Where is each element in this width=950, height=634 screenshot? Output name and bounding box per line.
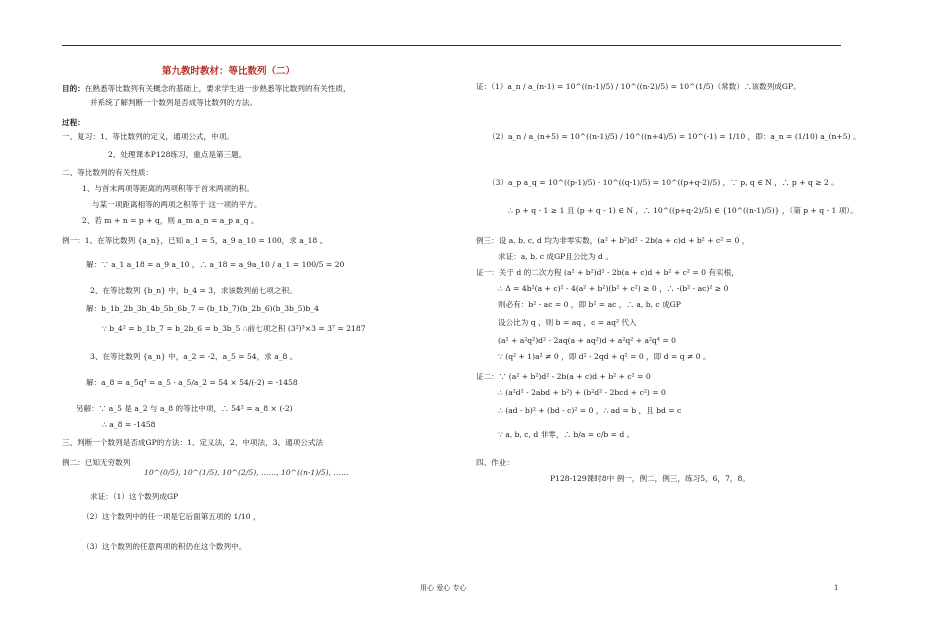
section-1: 一、复习：1、等比数列的定义，通项公式，中项。 <box>62 132 234 141</box>
section-1b: 2、处理课本P128练习，重点是第三题。 <box>108 150 247 159</box>
proof-3b: ∴ p + q - 1 ≥ 1 且 (p + q - 1) ∈ N ，∴ 10^((p+q-2)/5) ∈ {10^((n-1)/5)} ，（第 p + q - 1 项）。 <box>508 206 858 215</box>
proof-2: （2）a_n / a_(n+5) = 10^((n-1)/5) / 10^((n+4)/5) = 10^(-1) = 1/10 ，即：a_n = (1/10) a_(n+5) 。 <box>488 132 861 141</box>
property-1b: 与某一项距离相等的两项之积等于 这一项的平方。 <box>92 200 262 209</box>
example-2-q2: （2）这个数列中的任一项是它后面第五项的 1/10 ， <box>82 512 261 521</box>
example-1-1: 例一：1、在等比数列 {a_n}，已知 a_1 = 5，a_9 a_10 = 100，求 a_18 。 <box>62 236 328 245</box>
example-1-3: 3、在等比数列 {a_n} 中，a_2 = -2，a_5 = 54，求 a_8 。 <box>90 352 298 361</box>
process-label: 过程： <box>62 118 85 127</box>
goal-label: 目的： <box>62 84 85 93</box>
section-3: 三、判断一个数列是否成GP的方法：1、定义法，2、中项法，3、通项公式法 <box>62 438 324 447</box>
section-2: 二、等比数列的有关性质： <box>62 168 154 177</box>
header-rule <box>62 45 841 46</box>
example-1-2: 2、在等比数列 {b_n} 中，b_4 = 3，求该数列前七项之积。 <box>90 286 297 295</box>
proof-1: 证：（1）a_n / a_(n-1) = 10^((n-1)/5) / 10^((n-2)/5) = 10^(1/5)（常数）∴该数列成GP。 <box>476 82 801 91</box>
proof-a-1: 证一：关于 d 的二次方程 (a² + b²)d² - 2b(a + c)d + b² + c² = 0 有实根， <box>476 268 739 277</box>
example-1-2-solution-2: ∵ b_4² = b_1b_7 = b_2b_6 = b_3b_5 ∴前七项之积 (3²)³×3 = 3⁷ = 2187 <box>102 324 366 333</box>
example-2-q3: （3）这个数列的任意两项的积仍在这个数列中。 <box>82 542 247 551</box>
example-2: 例二：已知无穷数列 <box>62 458 131 467</box>
example-2-q1: 求证：（1）这个数列成GP <box>90 492 179 501</box>
proof-b-2: ∴ (a²d² - 2abd + b²) + (b²d² - 2bcd + c²) = 0 <box>498 388 666 397</box>
example-1-2-solution: 解：b_1b_2b_3b_4b_5b_6b_7 = (b_1b_7)(b_2b_6)(b_3b_5)b_4 <box>86 304 320 313</box>
proof-a-3: 则必有：b² - ac = 0 ，即 b² = ac ，∴ a, b, c 成GP <box>498 300 681 309</box>
proof-3: （3）a_p a_q = 10^((p-1)/5) · 10^((q-1)/5) = 10^((p+q-2)/5) ，∵ p, q ∈ N ，∴ p + q ≥ 2 。 <box>488 178 839 187</box>
proof-a-2: ∴ Δ = 4b²(a + c)² - 4(a² + b²)(b² + c²) ≥ 0 ，∴ -(b² - ac)² ≥ 0 <box>498 284 729 293</box>
footer-slogan: 用心 爱心 专心 <box>420 584 467 592</box>
example-2-sequence: 10^(0/5), 10^(1/5), 10^(2/5), ……, 10^((n-1)/5), …… <box>144 468 349 477</box>
proof-b-1: 证二：∵ (a² + b²)d² - 2b(a + c)d + b² + c² = 0 <box>476 372 651 381</box>
goal-text-1: 在熟悉等比数列有关概念的基础上，要求学生进一步熟悉等比数列的有关性质， <box>84 84 351 93</box>
proof-a-6: ∵ (q² + 1)a² ≠ 0 ，即 d² - 2qd + q² = 0 ，即 d = q ≠ 0 。 <box>498 352 711 361</box>
property-1: 1、与首末两项等距离的两项积等于首末两项的积。 <box>82 184 254 193</box>
proof-b-4: ∵ a, b, c, d 非零，∴ b/a = c/b = d 。 <box>498 430 635 439</box>
homework-text: P128-129课时8中 例一，例二，例三，练习5，6，7，8。 <box>550 474 750 483</box>
example-1-3-solution: 解：a_8 = a_5q³ = a_5 · a_5/a_2 = 54 × 54/(-2) = -1458 <box>86 378 298 387</box>
goal-line-2: 并系统了解判断一个数列是否成等比数列的方法。 <box>90 98 258 107</box>
example-1-1-solution: 解：∵ a_1 a_18 = a_9 a_10 ，∴ a_18 = a_9a_10 / a_1 = 100/5 = 20 <box>86 260 345 269</box>
proof-a-4: 设公比为 q ，则 b = aq ，c = aq² 代入 <box>498 318 637 327</box>
proof-b-3: ∴ (ad - b)² + (bd - c)² = 0 ，∴ ad = b ，且 bd = c <box>498 406 682 415</box>
page-number: 1 <box>834 584 839 592</box>
page-title: 第九教时教材：等比数列（二） <box>162 66 296 77</box>
example-1-3-alt-2: ∴ a_8 = -1458 <box>102 420 156 429</box>
property-2: 2、若 m + n = p + q，则 a_m a_n = a_p a_q 。 <box>82 216 259 225</box>
example-3-question: 求证：a, b, c 成GP且公比为 d 。 <box>498 252 613 261</box>
example-1-3-alt: 另解：∵ a_5 是 a_2 与 a_8 的等比中项，∴ 54² = a_8 × (-2) <box>76 404 293 413</box>
proof-a-5: (a² + a²q²)d² - 2aq(a + aq²)d + a²q² + a²q⁴ = 0 <box>498 336 676 345</box>
goal-line-1 <box>62 84 351 93</box>
homework-label: 四、作业： <box>476 458 514 467</box>
example-3: 例三：设 a, b, c, d 均为非零实数，(a² + b²)d² - 2b(a + c)d + b² + c² = 0 ， <box>476 236 750 245</box>
